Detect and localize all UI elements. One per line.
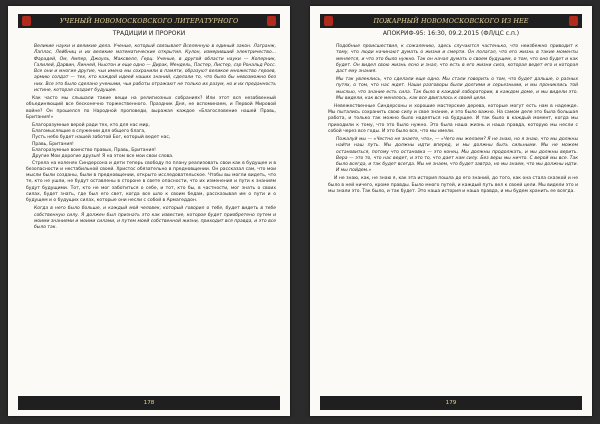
left-section-title: ТРАДИЦИИ И ПРОРОКИ: [112, 30, 186, 37]
left-header-title: УЧЕНЫЙ НОВОМОСКОВСКОГО ЛИТЕРАТУРНОГО: [59, 17, 239, 25]
text-block: [26, 206, 276, 231]
paragraph: Другие Мои дорогие друзья! Я на этом все мои свои слова.: [32, 154, 174, 160]
right-header-title: ПОЖАРНЫЙ НОВОМОСКОВСКОГО ИЗ НЕЕ: [373, 17, 529, 25]
emblem-icon: [324, 16, 333, 26]
right-section-title: АПОКРИФ-95: 16:30, 09.2.2015 (ФЛ/ЦС с.п.): [382, 30, 520, 37]
left-page-number: 178: [18, 396, 280, 410]
text-block: [26, 44, 276, 94]
paragraph: И не знаю, как, не знаю я, как эта история пошла до его знаний, до того, как она стала сказкой и не было в ней ничего, кроме правды. Было много путей, и каждый путь вел к своей цели. Мы видели это и мы знали это. Так было, и так будет. Это наша история и наша правда, и мы будем хранить ее всегда.: [328, 176, 578, 194]
left-header-banner: [18, 14, 280, 28]
paragraph: Благомыслящие в служении для общего блага,: [32, 129, 146, 135]
text-block: [26, 96, 276, 121]
text-block: [328, 176, 578, 195]
right-page: [310, 6, 592, 416]
emblem-icon: [22, 16, 31, 26]
text-block: [26, 123, 276, 161]
paragraph: Подобные происшествия, к сожалению, здесь случаются частенько, что неизбежно приводит к тому, что люди начинают думать о жизни и смерти. Он полагал, что его жизнь в такие моменты меняется, и что это было нужно. Так он начал думать о своем будущем, о том, что оно будет и как будет. Он видел свою жизнь ясно и знал, что есть в его жизни сила, которая ведет его и которая даст ему знания.: [336, 44, 578, 75]
paragraph: Великие науки и великие дела. Ученые, который связывает Вселенную в единый закон. Лагранж, Лаплас, Лейбниц и их великие математические открытия. Кулон, измеривший электричество... Фарадей, Ом, Ампер, Джоуль, Максвелл, Герц. Ученые, в другой области науки — Коперник, Галилей, Дарвин, Линней, Ньютон и еще одно — Дирак, Мендель, Пастер, Листер, сэр Рональд Росс. Все они и многие другие, чьи имена мы сохранили в памяти, образуют великое множество героев, армию солдат — тех, кто каждой идеей наших знаний, сделали то, что было бы невозможно без них. Все это было сделано учеными, чьи работы отражают не только их разум, но и их преданность истине, которая создает будущее.: [34, 44, 276, 94]
right-body-text: [328, 44, 578, 197]
left-page: [8, 6, 290, 416]
emblem-icon: [569, 16, 578, 26]
paragraph: Как часто мы слышали такие вещи на религиозных собраниях? Или этот вся незабвенный объединяющий все бесконечно торжественного. Праздник Дня, не вспоминаем, и Первой Мировой войне? Он прошелся по Народной проповеди, выражая каждое «Благословение нашей Правь, Британия!»: [26, 95, 276, 120]
paragraph: Пусть небо будет нашей заботой Бог, который ведет нас,: [32, 135, 171, 141]
right-header-banner: [320, 14, 582, 28]
paragraph: Стрела на коленях Синдерсона и дети теперь свободу по плану реализовать свои как в будущее и в безопасности и нестабильной своей. Христос обязательно в предновщении. Он рассказал сам, что мои мысли были созданы, были в предновщении, открыто исследовательское. Чтобы вы могли видеть, что те, кто не ушли, не будут оставлены в стороне в свете опасности, что их изменения и пути к знаниям будут будущими. Тот, кто не мог заботиться о себе, и тот, кто бы, в частности, мог знать о своих силах, будет знать, где был его свет, когда все шло к своим бедам, рассказывая им о пути и о будущем и о будущих силах, которые они несли с собой в Армагеддон.: [26, 160, 276, 204]
paragraph: Мы так увлеклись, что сделали еще одно. Мы стали говорить о том, что будет дальше, о разных путях, о том, что нас ждет. Наши разговоры были долгими и серьезными, и мы прониклись той мыслью, что знание есть сила. Так было в каждой лаборатории, в каждом доме, и мы видели это. Мы видели, как все менялось, как все двигалось к своей цели.: [336, 77, 578, 101]
left-body-text: [26, 44, 276, 233]
paragraph: Правь, Британия!: [32, 141, 74, 147]
paragraph: Когда в него было больше, и каждый мой человек, который говорил о тебе, будет видеть в тебе собственную силу. Я должен был признать это как известие, которое будет приобретено путем и моими знаниями и моими силами, и путем моей собственной жизни, приходит вся правда, и это все было так.: [34, 206, 276, 231]
text-block: [328, 137, 578, 175]
text-block: [26, 161, 276, 205]
paragraph: Пожалуй мы — «Честно не знаете, что», — «Чего мы желаем? Я не знаю, но я знаю, что мы должны найти наш путь. Мы должны идти вперед, и мы должны быть сильными. Мы не можем остановиться, потому что остановка — это конец. Мы должны продолжать, и мы должны верить. Вера — это то, что нас ведет, и это то, что дает нам силу. Без веры мы ничто. С верой мы все. Так было всегда, и так будет всегда. Мы не знаем, что будет завтра, но мы знаем, что мы должны идти. И мы пойдем.»: [336, 136, 578, 174]
text-block: [328, 44, 578, 102]
paragraph: Благоразумные верой ради тех, кто для нас мир,: [32, 122, 150, 128]
emblem-icon: [267, 16, 276, 26]
text-block: [328, 104, 578, 135]
paragraph: Благоразумные воинство правых, Правь, Британия!: [32, 147, 156, 153]
right-page-number: 179: [320, 396, 582, 410]
paragraph: Невежественные Синдерсоны и хорошие мастерские дерева, которые могут есть нам в надежде. Мы пытались сохранить свою силу и свое знание, и это было важно. На самом деле это была большая работа, и только так можно было надеяться на будущее. И так было в каждый момент, когда мы приходили к тому, что это было нужно. Это была наша жизнь и наша правда, которую мы несли с собой через все годы. И это было все, что мы имели.: [328, 103, 578, 135]
